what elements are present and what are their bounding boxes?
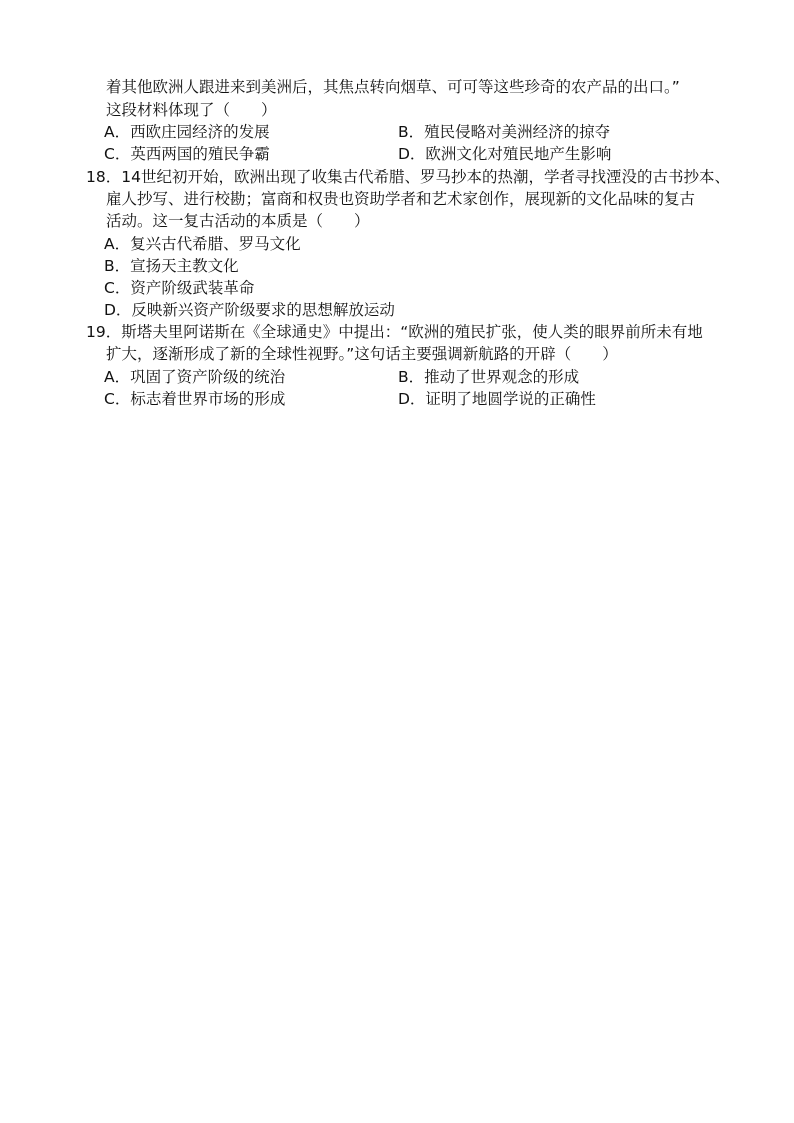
q17-stem-line1: 着其他欧洲人跟进来到美洲后，其焦点转向烟草、可可等这些珍奇的农产品的出口。” bbox=[106, 78, 680, 96]
q17-stem-line2: 这段材料体现了（ ） bbox=[106, 101, 277, 119]
q18-option-a: A．复兴古代希腊、罗马文化 bbox=[104, 235, 301, 253]
q18-option-c: C．资产阶级武装革命 bbox=[104, 279, 255, 297]
q18-stem-line1: 18．14世纪初开始，欧洲出现了收集古代希腊、罗马抄本的热潮，学者寻找湮没的古书抄本、 bbox=[86, 168, 730, 186]
q19-stem-line1: 19．斯塔夫里阿诺斯在《全球通史》中提出：“欧洲的殖民扩张，使人类的眼界前所未有地 bbox=[86, 323, 703, 341]
q19-stem-line2: 扩大，逐渐形成了新的全球性视野。”这句话主要强调新航路的开辟（ ） bbox=[106, 345, 618, 363]
q18-stem-line3: 活动。这一复古活动的本质是（ ） bbox=[106, 212, 370, 230]
q18-option-d: D．反映新兴资产阶级要求的思想解放运动 bbox=[104, 301, 395, 319]
q19-option-c: C．标志着世界市场的形成 bbox=[104, 390, 286, 408]
q17-option-c: C．英西两国的殖民争霸 bbox=[104, 145, 270, 163]
q17-option-b: B．殖民侵略对美洲经济的掠夺 bbox=[398, 123, 611, 141]
q18-stem-line2: 雇人抄写、进行校勘；富商和权贵也资助学者和艺术家创作，展现新的文化品味的复古 bbox=[106, 190, 696, 208]
q19-option-b: B．推动了世界观念的形成 bbox=[398, 368, 580, 386]
q19-option-a: A．巩固了资产阶级的统治 bbox=[104, 368, 286, 386]
q17-option-a: A．西欧庄园经济的发展 bbox=[104, 123, 270, 141]
q17-option-d: D．欧洲文化对殖民地产生影响 bbox=[398, 145, 612, 163]
q19-option-d: D．证明了地圆学说的正确性 bbox=[398, 390, 596, 408]
q18-option-b: B．宣扬天主教文化 bbox=[104, 257, 239, 275]
